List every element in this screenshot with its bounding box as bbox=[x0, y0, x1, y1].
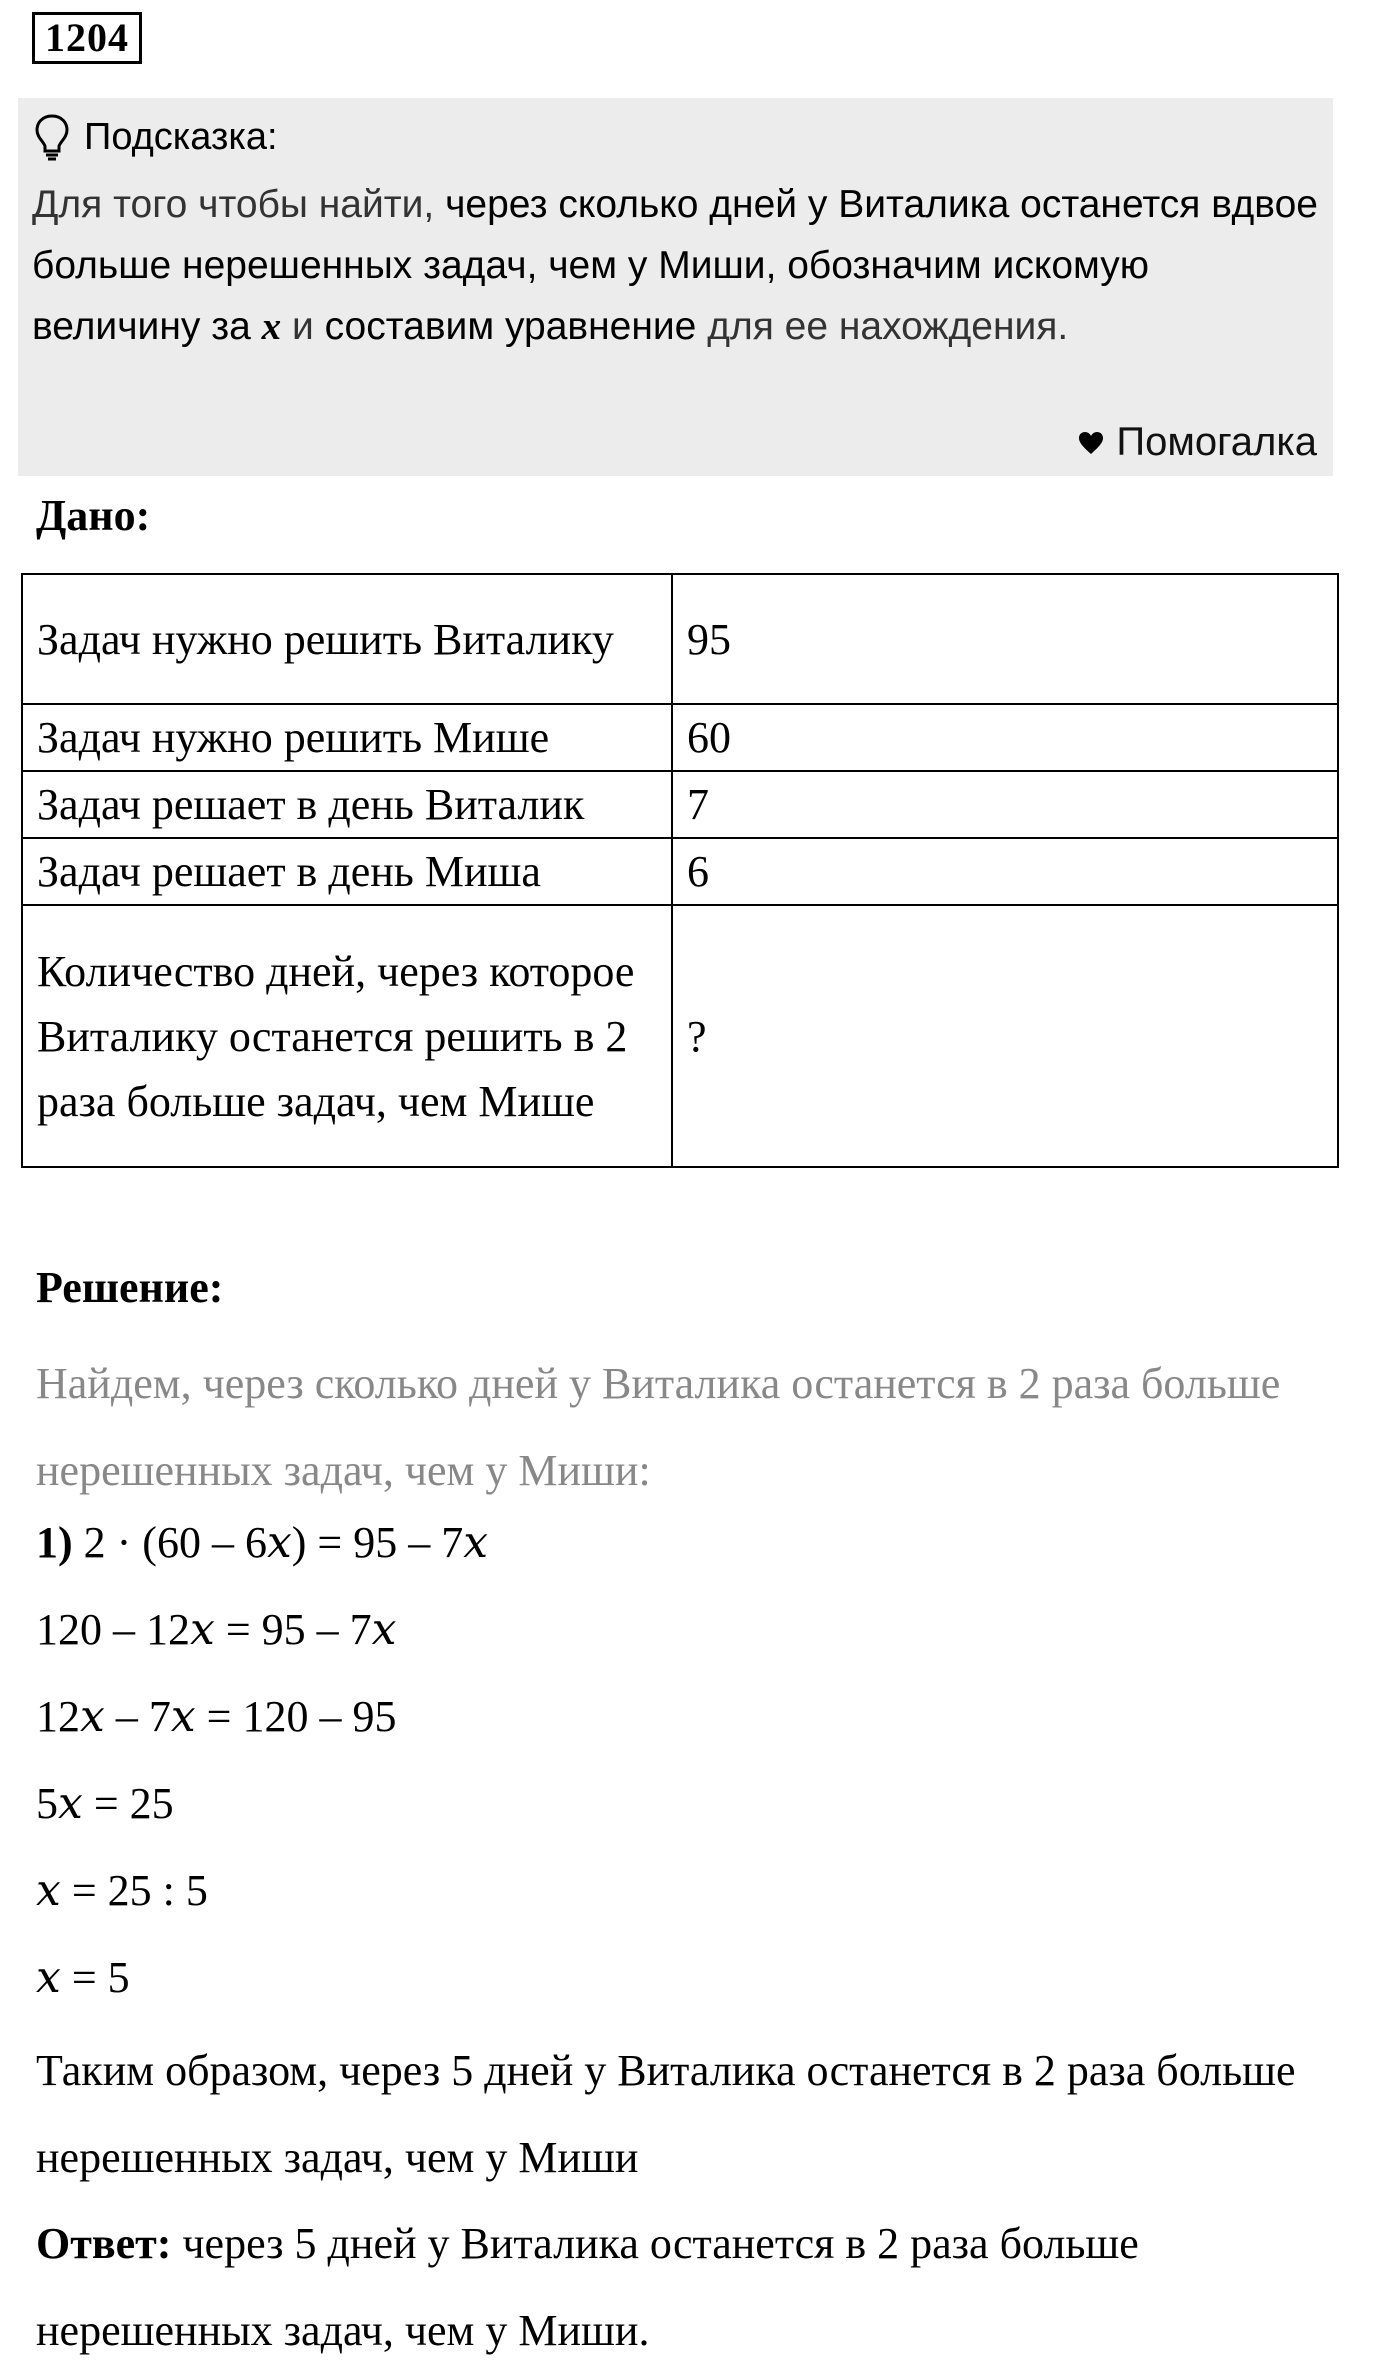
given-value: ? bbox=[672, 905, 1338, 1167]
hint-text: Для того чтобы найти, через сколько дней у Виталика останется вдвое больше нерешенных задач, чем у Миши, обозначим искомую величину за x и составим уравнение для ее нахождения. bbox=[32, 183, 1318, 348]
given-label: Задач решает в день Миша bbox=[22, 838, 672, 905]
equation-6: 𝑥 = 5 bbox=[36, 1953, 130, 2002]
solution-title: Решение: bbox=[36, 1263, 224, 1312]
answer: Ответ: через 5 дней у Виталика останется в 2 раза больше нерешенных задач, чем у Миши. bbox=[36, 2219, 1139, 2355]
given-value: 7 bbox=[672, 771, 1338, 838]
equation-5: 𝑥 = 25 : 5 bbox=[36, 1866, 208, 1915]
given-label: Задач решает в день Виталик bbox=[22, 771, 672, 838]
given-label: Задач нужно решить Виталику bbox=[22, 574, 672, 704]
table-row bbox=[22, 838, 1338, 905]
solution-conclusion: Таким образом, через 5 дней у Виталика останется в 2 раза больше нерешенных задач, чем у Миши bbox=[36, 2046, 1296, 2182]
equation-4: 5𝑥 = 25 bbox=[36, 1779, 174, 1828]
brand-label: Помогалка bbox=[1078, 420, 1317, 465]
equation-1: 1) 2 · (60 – 6𝑥) = 95 – 7𝑥 bbox=[36, 1518, 489, 1567]
equation-3: 12𝑥 – 7𝑥 = 120 – 95 bbox=[36, 1692, 397, 1741]
given-value: 95 bbox=[672, 574, 1338, 704]
solution-intro: Найдем, через сколько дней у Виталика останется в 2 раза больше нерешенных задач, чем у Миши: bbox=[36, 1359, 1281, 1495]
given-value: 6 bbox=[672, 838, 1338, 905]
hint-title: Подсказка: bbox=[84, 115, 278, 158]
given-value: 60 bbox=[672, 704, 1338, 771]
hint-header bbox=[34, 112, 278, 162]
given-title: Дано: bbox=[36, 491, 151, 540]
hint-box bbox=[18, 98, 1333, 476]
heart-icon bbox=[1078, 431, 1104, 455]
given-label: Задач нужно решить Мише bbox=[22, 704, 672, 771]
equation-2: 120 – 12𝑥 = 95 – 7𝑥 bbox=[36, 1605, 397, 1654]
problem-number: 1204 bbox=[32, 12, 142, 64]
table-row bbox=[22, 905, 1338, 1167]
given-label: Количество дней, через которое Виталику останется решить в 2 раза больше задач, чем Мише bbox=[22, 905, 672, 1167]
given-table bbox=[21, 573, 1339, 1168]
lightbulb-icon bbox=[34, 113, 70, 161]
table-row bbox=[22, 771, 1338, 838]
table-row bbox=[22, 574, 1338, 704]
table-row bbox=[22, 704, 1338, 771]
